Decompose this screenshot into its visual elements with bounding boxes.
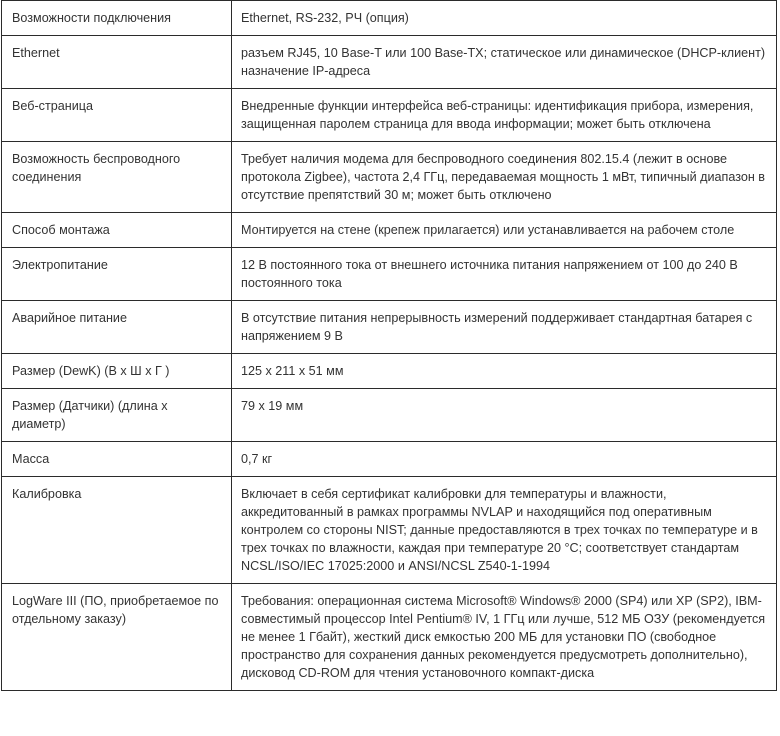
spec-value: Внедренные функции интерфейса веб-страницы: идентификация прибора, измерения, защищенная паролем страница для ввода информации; может быть отключена — [232, 89, 777, 142]
table-row — [2, 1, 777, 36]
spec-value: 79 х 19 мм — [232, 389, 777, 442]
spec-key: Калибровка — [2, 477, 232, 584]
table-row — [2, 36, 777, 89]
spec-key: Возможности подключения — [2, 1, 232, 36]
spec-value: 12 В постоянного тока от внешнего источника питания напряжением от 100 до 240 В постоянного тока — [232, 248, 777, 301]
spec-key: Аварийное питание — [2, 301, 232, 354]
spec-value: разъем RJ45, 10 Base-T или 100 Base-TX; статическое или динамическое (DHCP-клиент) назначение IP-адреса — [232, 36, 777, 89]
spec-key: Веб-страница — [2, 89, 232, 142]
table-row — [2, 389, 777, 442]
table-row — [2, 213, 777, 248]
spec-key: Способ монтажа — [2, 213, 232, 248]
spec-value: Требования: операционная система Microsoft® Windows® 2000 (SP4) или XP (SP2), IBM-совместимый процессор Intel Pentium® IV, 1 ГГц или лучше, 512 МБ ОЗУ (рекомендуется не менее 1 Гбайт), жесткий диск емкостью 200 МБ для установки ПО (свободное пространство для сохранения данных рекомендуется предусмотреть дополнительно), дисковод CD-ROM для чтения установочного компакт-диска — [232, 584, 777, 691]
spec-value: В отсутствие питания непрерывность измерений поддерживает стандартная батарея с напряжением 9 В — [232, 301, 777, 354]
spec-key: Размер (Датчики) (длина х диаметр) — [2, 389, 232, 442]
spec-value: 125 x 211 x 51 мм — [232, 354, 777, 389]
spec-value: Ethernet, RS-232, РЧ (опция) — [232, 1, 777, 36]
spec-value: Монтируется на стене (крепеж прилагается) или устанавливается на рабочем столе — [232, 213, 777, 248]
spec-key: Размер (DewK) (В х Ш х Г ) — [2, 354, 232, 389]
table-row — [2, 89, 777, 142]
spec-key: Масса — [2, 442, 232, 477]
table-row — [2, 477, 777, 584]
spec-value: Включает в себя сертификат калибровки для температуры и влажности, аккредитованный в рамках программы NVLAP и находящийся под оперативным контролем со стороны NIST; данные предоставляются в трех точках по температуре и в трех точках по влажности, каждая при температуре 20 °C; соответствует стандартам NCSL/ISO/IEC 17025:2000 и ANSI/NCSL Z540-1-1994 — [232, 477, 777, 584]
table-row — [2, 354, 777, 389]
table-row — [2, 584, 777, 691]
spec-key: Ethernet — [2, 36, 232, 89]
table-row — [2, 442, 777, 477]
spec-key: Электропитание — [2, 248, 232, 301]
spec-key: LogWare III (ПО, приобретаемое по отдельному заказу) — [2, 584, 232, 691]
table-row — [2, 248, 777, 301]
specification-table — [1, 0, 777, 691]
spec-value: 0,7 кг — [232, 442, 777, 477]
spec-key: Возможность беспроводного соединения — [2, 142, 232, 213]
table-row — [2, 142, 777, 213]
table-row — [2, 301, 777, 354]
spec-value: Требует наличия модема для беспроводного соединения 802.15.4 (лежит в основе протокола Zigbee), частота 2,4 ГГц, передаваемая мощность 1 мВт, типичный диапазон в отсутствие препятствий 30 м; может быть отключено — [232, 142, 777, 213]
